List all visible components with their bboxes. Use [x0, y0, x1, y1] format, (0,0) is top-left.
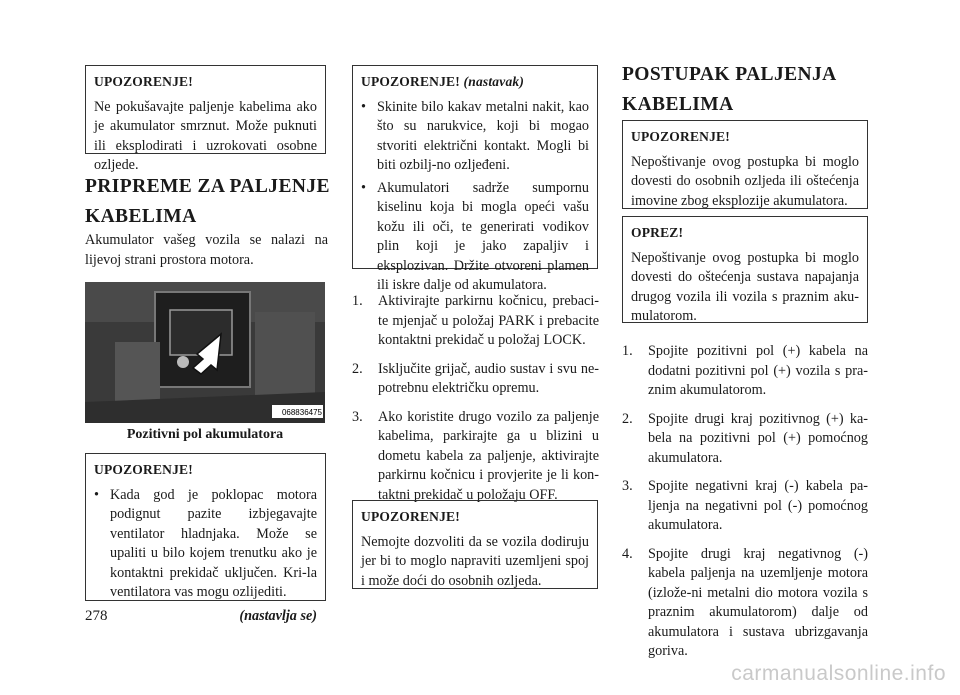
- warning-heading: UPOZORENJE!: [631, 129, 730, 144]
- step-number: 1.: [622, 343, 633, 359]
- warning-heading: UPOZORENJE!: [361, 509, 460, 524]
- continued-label: (nastavlja se): [239, 607, 317, 624]
- figure-caption: Pozitivni pol akumulatora: [126, 427, 284, 442]
- warning-heading: [361, 72, 589, 92]
- warning-heading-label: UPOZORENJE!: [361, 74, 460, 89]
- section-title-procedure: POSTUPAK PALJENJA KABELIMA: [622, 64, 836, 115]
- warning-bullet: • Akumulatori sadrže sumpornu kiselinu koja bi mogla opeći vašu kožu ili oči, te generirati vodikov plin koji je jako zapaljiv i eksplozivan. Držite otvoreni plamen ili iskre dalje od akumulatora.: [361, 179, 589, 296]
- warning-heading: UPOZORENJE!: [94, 462, 193, 477]
- step-text: Ako koristite drugo vozilo za paljenje kabelima, parkirajte ga u blizini u dometu kabela za paljenje, aktivirajte parkirnu kočnicu i provjerite je li kon-taktni prekidač u položaju OFF.: [378, 408, 599, 503]
- watermark: carmanualsonline.info: [731, 662, 946, 685]
- step-number: 1.: [352, 293, 363, 309]
- caution-box: [622, 216, 868, 323]
- prep-steps-list: [352, 292, 599, 514]
- step-text: Isključite grijač, audio sustav i svu ne-potrebnu električku opremu.: [378, 360, 599, 396]
- list-item: [622, 545, 868, 662]
- page-number: 278: [85, 608, 108, 624]
- warning-text: Nemojte dozvoliti da se vozila dodiruju jer bi to moglo napraviti uzemljeni spoj i može doći do osobnih ozljeda.: [361, 533, 589, 589]
- caution-heading: OPREZ!: [631, 225, 684, 240]
- step-number: 2.: [352, 360, 363, 377]
- step-text: Aktivirajte parkirnu kočnicu, prebaci-te mjenjač u položaj PARK i prebacite kontaktni prekidač u položaj LOCK.: [378, 293, 599, 348]
- section-title-preparation: PRIPREME ZA PALJENJE KABELIMA: [85, 176, 330, 227]
- jump-steps-list: [622, 342, 868, 671]
- warning-box-procedure: [622, 120, 868, 209]
- warning-heading-suffix: (nastavak): [463, 74, 525, 89]
- list-item: [352, 360, 599, 399]
- list-item: [622, 342, 868, 401]
- list-item: [622, 477, 868, 536]
- list-item: [622, 410, 868, 469]
- step-number: 3.: [622, 478, 633, 494]
- figure-code: 068836475: [281, 408, 322, 417]
- warning-box-frozen-battery: [85, 65, 326, 173]
- battery-photo-illustration: [85, 282, 325, 423]
- step-number: 2.: [622, 410, 633, 427]
- warning-box-vehicles-touch: [352, 500, 598, 589]
- warning-text: Nepoštivanje ovog postupka bi moglo dovesti do osobnih ozljeda ili oštećenja imovine zbog eksplozije akumulatora.: [631, 153, 859, 209]
- warning-bullet: • Kada god je poklopac motora podignut pazite izbjegavajte ventilator hladnjaka. Može se upaliti u bilo kojem trenutku ako je kontaktni prekidač uključen. Kri-la ventilatora vas mogu ozlijediti.: [94, 486, 317, 603]
- step-text: Spojite drugi kraj pozitivnog (+) ka-bela na pozitivni pol (+) pomoćnog akumulatora.: [648, 410, 868, 466]
- warning-box-continued: [352, 65, 598, 293]
- warning-heading: UPOZORENJE!: [94, 74, 193, 89]
- step-text: Spojite pozitivni pol (+) kabela na dodatni pozitivni pol (+) vozila s pra-znim akumulatorom.: [648, 343, 868, 398]
- caution-text: Nepoštivanje ovog postupka bi moglo dovesti do oštećenja sustava napajanja drugog vozila ili vozila s praznim aku-mulatorom.: [631, 249, 859, 324]
- step-text: Spojite negativni kraj (-) kabela pa-ljenja na negativni pol (-) pomoćnog akumulatora.: [648, 478, 868, 533]
- step-number: 3.: [352, 408, 363, 425]
- step-text: Spojite drugi kraj negativnog (-) kabela paljenja na uzemljenje motora (izlože-ni metalni dio motora vozila s praznim akumulatorom) dalje od akumulatora i sustava ubrizgavanja goriva.: [648, 545, 868, 659]
- step-number: 4.: [622, 545, 633, 562]
- warning-bullet: • Skinite bilo kakav metalni nakit, kao što su narukvice, koji bi mogao stvoriti električni kontakt. Mogli bi biti ozbilj-no ozljeđeni.: [361, 98, 589, 176]
- intro-text: Akumulator vašeg vozila se nalazi na lijevoj strani prostora motora.: [85, 232, 328, 268]
- battery-photo: [85, 282, 325, 423]
- warning-text: Ne pokušavajte paljenje kabelima ako je akumulator smrznut. Može puknuti ili eksplodirati i uzrokovati osobne ozljede.: [94, 98, 317, 173]
- list-item: [352, 408, 599, 506]
- list-item: [352, 292, 599, 351]
